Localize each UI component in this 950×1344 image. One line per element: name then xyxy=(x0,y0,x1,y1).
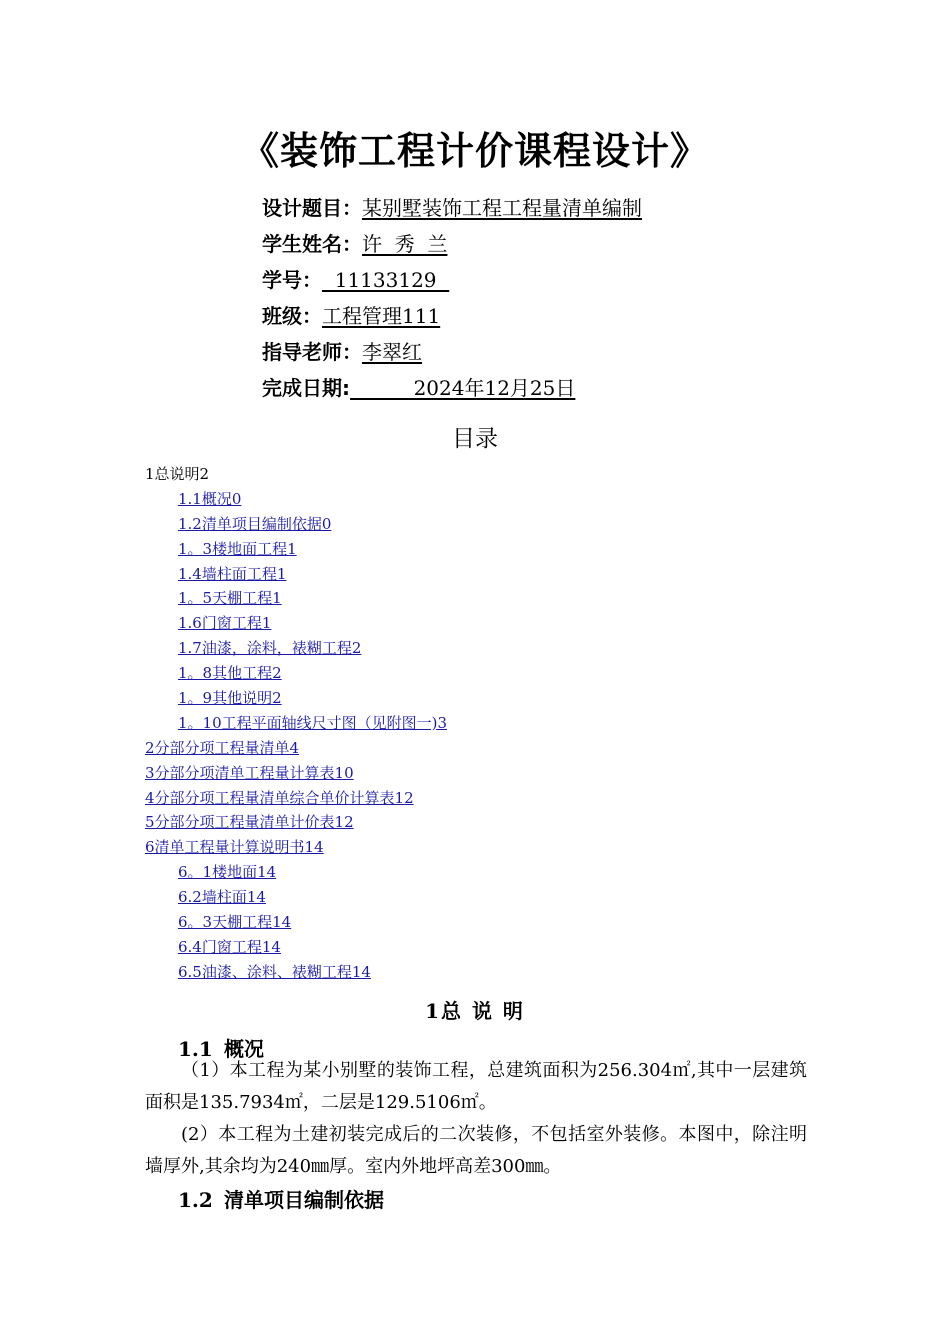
info-row-completion-date xyxy=(262,370,642,406)
toc-link[interactable]: 1.4墙柱面工程1 xyxy=(178,564,287,583)
info-value: 2024年12月25日 xyxy=(350,376,576,400)
info-row-student-id xyxy=(262,262,642,298)
toc-link[interactable]: 6.5油漆、涂料、裱糊工程14 xyxy=(178,962,371,981)
toc-link[interactable]: 4分部分项工程量清单综合单价计算表12 xyxy=(145,788,414,807)
cover-info xyxy=(262,190,642,406)
toc-item xyxy=(145,562,845,587)
info-value: 李翠红 xyxy=(362,340,422,364)
toc-link[interactable]: 5分部分项工程量清单计价表12 xyxy=(145,813,354,832)
info-value: 11133129 xyxy=(322,268,450,292)
subsection-title: 清单项目编制依据 xyxy=(224,1188,384,1212)
toc-item xyxy=(145,686,845,711)
subsection-number: 1.2 xyxy=(178,1188,213,1212)
toc-item xyxy=(145,636,845,661)
toc-item xyxy=(145,885,845,910)
toc-item xyxy=(145,935,845,960)
info-value: 工程管理111 xyxy=(322,304,441,328)
toc-item xyxy=(145,960,845,985)
info-label: 完成日期: xyxy=(262,376,350,400)
toc-item xyxy=(145,860,845,885)
info-label: 指导老师： xyxy=(262,340,362,364)
toc-link[interactable]: 6。3天棚工程14 xyxy=(178,913,292,932)
document-title: 《装饰工程计价课程设计》 xyxy=(240,129,709,173)
info-label: 学生姓名： xyxy=(262,232,362,256)
toc-link[interactable]: 2分部分项工程量清单4 xyxy=(145,738,300,757)
toc-link[interactable]: 1。5天棚工程1 xyxy=(178,589,282,608)
paragraph: （1）本工程为某小别墅的装饰工程，总建筑面积为256.304㎡,其中一层建筑面积是135.7934㎡，二层是129.5106㎡。 xyxy=(145,1060,807,1113)
paragraph: (2）本工程为土建初装完成后的二次装修，不包括室外装修。本图中，除注明墙厚外,其余均为240㎜厚。室内外地坪高差300㎜。 xyxy=(145,1124,807,1177)
toc-link[interactable]: 6。1楼地面14 xyxy=(178,863,277,882)
toc-item xyxy=(145,761,845,786)
toc-entry-text: 1总说明2 xyxy=(145,465,210,483)
toc-item xyxy=(145,487,845,512)
info-row-topic xyxy=(262,190,642,226)
toc-link[interactable]: 6.4门窗工程14 xyxy=(178,937,281,956)
info-row-class xyxy=(262,298,642,334)
toc-link[interactable]: 1.2清单项目编制依据0 xyxy=(178,514,332,533)
table-of-contents xyxy=(145,462,845,985)
toc-item xyxy=(145,586,845,611)
info-value: 许 秀 兰 xyxy=(362,232,448,256)
toc-item xyxy=(145,537,845,562)
subsection-title: 概况 xyxy=(224,1037,264,1061)
info-row-advisor xyxy=(262,334,642,370)
toc-link[interactable]: 1。8其他工程2 xyxy=(178,664,282,683)
toc-item xyxy=(145,661,845,686)
toc-link[interactable]: 1.7油漆，涂料，裱糊工程2 xyxy=(178,639,362,658)
toc-item xyxy=(145,711,845,736)
toc-item xyxy=(145,910,845,935)
info-label: 学号： xyxy=(262,268,322,292)
toc-link[interactable]: 1。9其他说明2 xyxy=(178,689,282,708)
subsection-heading-1-2 xyxy=(178,1184,384,1213)
section-title: 1总 说 明 xyxy=(425,999,525,1023)
toc-item xyxy=(145,462,845,487)
info-value: 某别墅装饰工程工程量清单编制 xyxy=(362,196,642,220)
info-label: 设计题目： xyxy=(262,196,362,220)
info-label: 班级： xyxy=(262,304,322,328)
toc-link[interactable]: 6.2墙柱面14 xyxy=(178,888,266,907)
toc-item xyxy=(145,835,845,860)
toc-item xyxy=(145,810,845,835)
toc-item xyxy=(145,611,845,636)
toc-link[interactable]: 6清单工程量计算说明书14 xyxy=(145,838,324,857)
toc-link[interactable]: 1.6门窗工程1 xyxy=(178,614,272,633)
toc-item xyxy=(145,786,845,811)
toc-link[interactable]: 1。10工程平面轴线尺寸图（见附图一)3 xyxy=(178,713,448,732)
toc-item xyxy=(145,512,845,537)
subsection-number: 1.1 xyxy=(178,1037,213,1061)
toc-link[interactable]: 1。3楼地面工程1 xyxy=(178,539,297,558)
toc-item xyxy=(145,736,845,761)
toc-link[interactable]: 3分部分项清单工程量计算表10 xyxy=(145,763,354,782)
toc-title: 目录 xyxy=(452,426,498,452)
info-row-student-name xyxy=(262,226,642,262)
toc-link[interactable]: 1.1概况0 xyxy=(178,489,242,508)
